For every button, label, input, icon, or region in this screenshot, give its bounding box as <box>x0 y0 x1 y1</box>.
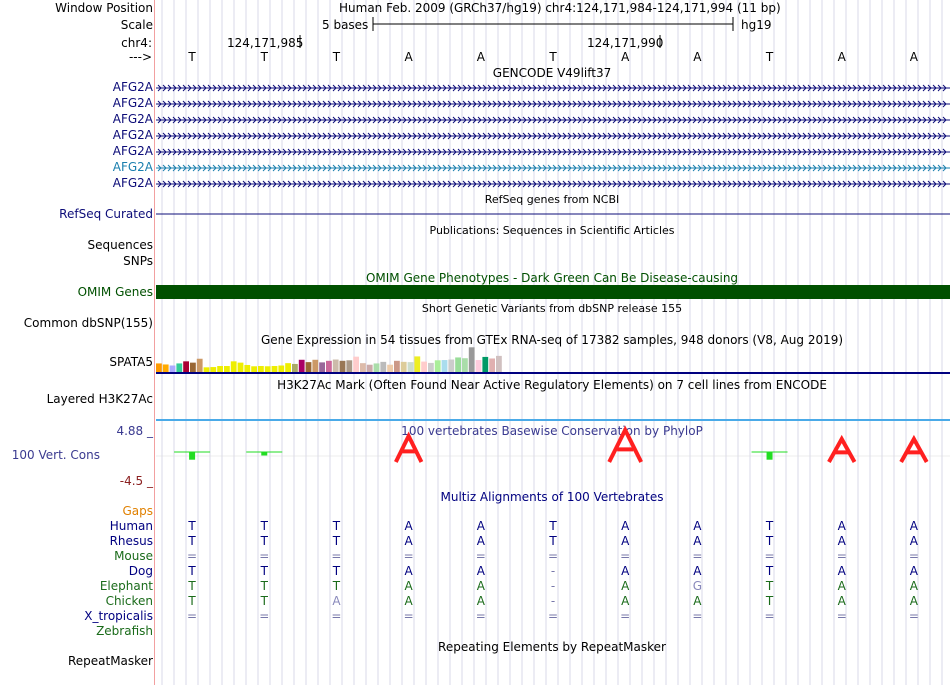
snps-track-label[interactable]: SNPs <box>123 254 153 268</box>
gtex-tissue-bar <box>346 360 352 372</box>
alignment-base-dog: A <box>693 564 702 578</box>
alignment-base-dog: T <box>332 564 341 578</box>
alignment-base-mouse: = <box>259 549 270 563</box>
alignment-base-chicken: A <box>332 594 341 608</box>
gtex-tissue-bar <box>448 360 454 372</box>
alignment-base-mouse: = <box>836 549 847 563</box>
phylop-ymin-label: -4.5 _ <box>119 474 153 488</box>
gencode-transcript-1 <box>156 85 950 91</box>
alignment-base-x_tropicalis: = <box>908 609 919 623</box>
reference-base: T <box>188 50 196 64</box>
gtex-tissue-bar <box>435 360 441 372</box>
reference-base: A <box>837 50 846 64</box>
gtex-track-title: Gene Expression in 54 tissues from GTEx RNA-seq of 17382 samples, 948 donors (V8, Aug 2019) <box>260 333 844 347</box>
alignment-base-mouse: = <box>331 549 342 563</box>
gencode-label-5[interactable]: AFG2A <box>112 144 153 158</box>
alignment-base-mouse: = <box>403 549 414 563</box>
phylop-positive-letter-A <box>396 436 422 462</box>
gtex-tissue-bar <box>251 366 257 372</box>
gtex-tissue-bar <box>340 361 346 372</box>
alignment-base-rhesus: T <box>188 534 196 548</box>
alignment-base-rhesus: A <box>909 534 919 548</box>
alignment-base-chicken: A <box>693 594 702 608</box>
repeatmasker-track-label[interactable]: RepeatMasker <box>67 654 153 668</box>
alignment-base-chicken: A <box>621 594 630 608</box>
alignment-base-elephant: T <box>765 579 774 593</box>
alignment-base-human: A <box>909 519 919 533</box>
alignment-base-rhesus: T <box>332 534 341 548</box>
gencode-transcript-6 <box>156 165 950 171</box>
reference-base: A <box>909 50 919 64</box>
alignment-base-chicken: A <box>476 594 485 608</box>
alignment-base-dog: A <box>621 564 630 578</box>
alignment-base-human: T <box>260 519 268 533</box>
gtex-tissue-bar <box>496 356 502 372</box>
window-position-label: Window Position <box>55 1 153 15</box>
gencode-transcript-3 <box>156 117 950 123</box>
alignment-base-x_tropicalis: = <box>547 609 559 623</box>
publications-track-title: Publications: Sequences in Scientific Articles <box>429 224 675 237</box>
gtex-tissue-bar <box>414 356 420 372</box>
gtex-tissue-bar <box>360 363 366 372</box>
phylop-negative-letter-T-stem <box>767 452 773 460</box>
alignment-base-dog: A <box>404 564 413 578</box>
gtex-tissue-bar <box>265 366 271 372</box>
scale-label: Scale <box>120 18 153 32</box>
gtex-tissue-bar <box>272 366 278 372</box>
alignment-base-x_tropicalis: = <box>187 609 198 623</box>
alignment-base-elephant: A <box>837 579 846 593</box>
alignment-base-x_tropicalis: = <box>331 609 342 623</box>
gtex-tissue-bar <box>394 361 400 372</box>
alignment-base-human: A <box>837 519 846 533</box>
gtex-tissue-bar <box>408 362 414 372</box>
multiz-species-human[interactable]: Human <box>109 519 153 533</box>
gtex-tissue-bar <box>476 360 482 372</box>
alignment-base-elephant: A <box>476 579 485 593</box>
alignment-base-elephant: A <box>621 579 630 593</box>
reference-base: A <box>621 50 630 64</box>
alignment-base-mouse: = <box>692 549 703 563</box>
alignment-base-rhesus: T <box>765 534 774 548</box>
coordinate-tick-1: 124,171,985 <box>227 36 304 50</box>
gtex-tissue-bar <box>258 366 264 372</box>
gtex-tissue-bar <box>183 361 189 372</box>
phylop-negative-letter-T-stem <box>189 452 195 460</box>
gtex-tissue-bar <box>455 357 461 372</box>
gtex-tissue-bar <box>469 347 475 372</box>
publications-track-label[interactable]: Sequences <box>87 238 153 252</box>
gtex-tissue-bar <box>482 357 488 372</box>
track-label-column <box>0 0 155 685</box>
alignment-base-chicken: T <box>188 594 196 608</box>
gtex-tissue-bar <box>319 362 325 372</box>
alignment-base-human: A <box>693 519 702 533</box>
alignment-base-rhesus: A <box>837 534 846 548</box>
gencode-label-7[interactable]: AFG2A <box>112 176 153 190</box>
gtex-tissue-bar <box>278 366 284 373</box>
alignment-base-rhesus: A <box>476 534 485 548</box>
phylop-negative-letter-T-stem <box>261 452 267 456</box>
gtex-tissue-bar <box>231 361 237 372</box>
alignment-base-x_tropicalis: = <box>259 609 270 623</box>
multiz-species-gaps[interactable]: Gaps <box>122 504 153 518</box>
gtex-tissue-bar <box>238 363 244 372</box>
h3k27ac-track-label[interactable]: Layered H3K27Ac <box>46 392 153 406</box>
multiz-species-rhesus[interactable]: Rhesus <box>109 534 153 548</box>
alignment-base-dog: A <box>476 564 485 578</box>
alignment-base-x_tropicalis: = <box>836 609 847 623</box>
phylop-positive-letter-A <box>609 430 641 462</box>
alignment-base-elephant: G <box>692 579 703 593</box>
omim-track-title: OMIM Gene Phenotypes - Dark Green Can Be Disease-causing <box>365 271 739 285</box>
alignment-base-human: T <box>188 519 196 533</box>
gtex-tissue-bar <box>210 367 216 372</box>
alignment-base-dog: T <box>188 564 196 578</box>
alignment-base-elephant: A <box>404 579 413 593</box>
gencode-transcript-4 <box>156 133 950 139</box>
refseq-track-label[interactable]: RefSeq Curated <box>59 207 153 221</box>
gencode-transcript-2 <box>156 101 950 107</box>
reference-base: T <box>549 50 557 64</box>
alignment-base-human: A <box>476 519 485 533</box>
reference-base: T <box>332 50 341 64</box>
alignment-base-rhesus: A <box>404 534 413 548</box>
gtex-tissue-bar <box>326 361 332 372</box>
gtex-tissue-bar <box>163 364 169 372</box>
assembly-db-label: hg19 <box>741 18 772 32</box>
phylop-ymax-label: 4.88 _ <box>116 424 153 438</box>
gtex-tissue-bar <box>190 363 196 372</box>
gtex-tissue-bar <box>333 360 339 372</box>
gencode-label-3[interactable]: AFG2A <box>112 112 153 126</box>
gtex-tissue-bar <box>489 358 495 372</box>
phylop-positive-letter-A <box>901 439 927 462</box>
alignment-base-mouse: = <box>764 549 775 563</box>
alignment-base-elephant: T <box>260 579 268 593</box>
gtex-tissue-bar <box>428 363 434 372</box>
gtex-tissue-bar <box>367 365 373 372</box>
alignment-base-dog: A <box>909 564 919 578</box>
gencode-track-title: GENCODE V49lift37 <box>492 66 612 80</box>
alignment-base-mouse: = <box>908 549 919 563</box>
alignment-base-mouse: = <box>187 549 198 563</box>
alignment-base-chicken: T <box>260 594 268 608</box>
alignment-base-rhesus: A <box>621 534 630 548</box>
gtex-gene-label[interactable]: SPATA5 <box>109 355 153 369</box>
refseq-track-title: RefSeq genes from NCBI <box>484 193 620 206</box>
gtex-tissue-bar <box>292 364 298 372</box>
gtex-tissue-bar <box>374 363 380 372</box>
gtex-tissue-bar <box>387 365 393 372</box>
gtex-tissue-bar <box>306 362 312 372</box>
alignment-base-dog: T <box>260 564 268 578</box>
gtex-tissue-bar <box>176 363 182 372</box>
h3k27ac-track-title: H3K27Ac Mark (Often Found Near Active Regulatory Elements) on 7 cell lines from ENCODE <box>277 378 827 392</box>
gtex-tissue-bar <box>285 363 291 372</box>
gtex-tissue-bar <box>462 358 468 372</box>
alignment-base-chicken: A <box>909 594 919 608</box>
alignment-base-dog: - <box>550 564 556 578</box>
alignment-base-mouse: = <box>620 549 631 563</box>
alignment-base-x_tropicalis: = <box>692 609 703 623</box>
alignment-base-x_tropicalis: = <box>620 609 631 623</box>
gtex-tissue-bar <box>380 362 386 372</box>
gtex-tissue-bar <box>224 366 230 372</box>
gtex-tissue-bar <box>170 366 176 373</box>
omim-track-label[interactable]: OMIM Genes <box>77 285 153 299</box>
dbsnp-track-title: Short Genetic Variants from dbSNP release 155 <box>421 302 683 315</box>
reference-base: T <box>260 50 268 64</box>
gtex-tissue-bar <box>244 365 250 372</box>
alignment-base-dog: A <box>837 564 846 578</box>
alignment-base-rhesus: T <box>260 534 268 548</box>
gtex-tissue-bar <box>442 360 448 372</box>
alignment-base-dog: T <box>765 564 774 578</box>
alignment-base-human: T <box>332 519 341 533</box>
multiz-species-elephant[interactable]: Elephant <box>99 579 153 593</box>
gencode-transcript-7 <box>156 181 950 187</box>
alignment-base-elephant: A <box>909 579 919 593</box>
phylop-track-label[interactable]: 100 Vert. Cons <box>11 448 100 462</box>
omim-gene-bar <box>156 285 950 299</box>
gencode-label-4[interactable]: AFG2A <box>112 128 153 142</box>
gtex-tissue-bar <box>217 366 223 372</box>
multiz-track-title: Multiz Alignments of 100 Vertebrates <box>440 490 664 504</box>
alignment-base-chicken: A <box>404 594 413 608</box>
gencode-label-2[interactable]: AFG2A <box>112 96 153 110</box>
multiz-species-mouse[interactable]: Mouse <box>114 549 153 563</box>
alignment-base-chicken: T <box>765 594 774 608</box>
gtex-tissue-bar <box>197 359 203 372</box>
gtex-tissue-bar <box>421 362 427 372</box>
strand-label[interactable]: ---> <box>128 50 152 64</box>
gencode-label-1[interactable]: AFG2A <box>112 80 153 94</box>
alignment-base-chicken: - <box>550 594 556 608</box>
coordinate-tick-2: 124,171,990 <box>587 36 664 50</box>
alignment-base-rhesus: A <box>693 534 702 548</box>
alignment-base-mouse: = <box>547 549 559 563</box>
multiz-species-dog[interactable]: Dog <box>128 564 153 578</box>
alignment-base-human: A <box>404 519 413 533</box>
chromosome-label: chr4: <box>121 36 152 50</box>
gtex-tissue-bar <box>204 367 210 372</box>
reference-base: A <box>404 50 413 64</box>
multiz-species-xtropicalis[interactable]: X_tropicalis <box>84 609 153 623</box>
alignment-base-x_tropicalis: = <box>764 609 775 623</box>
gencode-transcript-5 <box>156 149 950 155</box>
alignment-base-human: T <box>765 519 774 533</box>
gtex-tissue-bar <box>401 362 407 372</box>
assembly-position-info: Human Feb. 2009 (GRCh37/hg19) chr4:124,171,984-124,171,994 (11 bp) <box>339 1 781 15</box>
gencode-label-6[interactable]: AFG2A <box>112 160 153 174</box>
reference-base: T <box>765 50 774 64</box>
alignment-base-elephant: - <box>550 579 556 593</box>
multiz-species-zebrafish[interactable]: Zebrafish <box>96 624 153 638</box>
alignment-base-human: T <box>549 519 557 533</box>
phylop-track-title: 100 vertebrates Basewise Conservation by PhyloP <box>401 424 703 438</box>
gtex-tissue-bar <box>312 360 318 372</box>
repeatmasker-track-title: Repeating Elements by RepeatMasker <box>438 640 666 654</box>
reference-base: A <box>476 50 485 64</box>
dbsnp-track-label[interactable]: Common dbSNP(155) <box>23 316 153 330</box>
phylop-positive-letter-A <box>829 439 855 462</box>
alignment-base-human: A <box>621 519 630 533</box>
alignment-base-chicken: A <box>837 594 846 608</box>
multiz-species-chicken[interactable]: Chicken <box>105 594 153 608</box>
scale-text: 5 bases <box>322 18 369 32</box>
gtex-tissue-bar <box>353 357 359 372</box>
gtex-tissue-bar <box>299 360 305 372</box>
alignment-base-x_tropicalis: = <box>475 609 486 623</box>
alignment-base-elephant: T <box>332 579 341 593</box>
gtex-tissue-bar <box>156 363 162 372</box>
alignment-base-rhesus: T <box>549 534 557 548</box>
alignment-base-elephant: T <box>188 579 196 593</box>
track-graphics <box>156 0 950 685</box>
alignment-base-x_tropicalis: = <box>403 609 414 623</box>
alignment-base-mouse: = <box>475 549 486 563</box>
reference-base: A <box>693 50 702 64</box>
